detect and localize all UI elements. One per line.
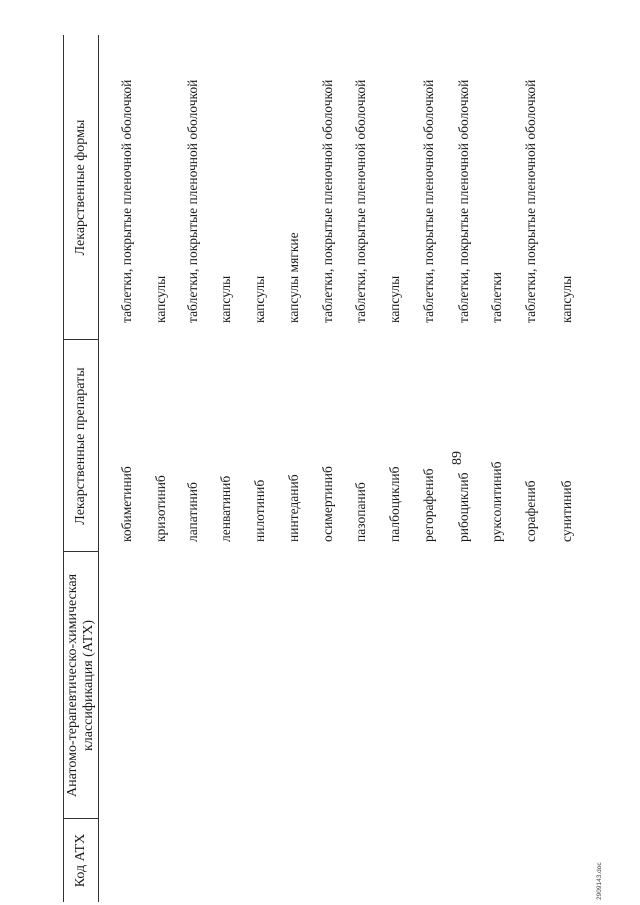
header-classification-line2: классификация (АТХ) [81,619,96,752]
dosage-form: таблетки, покрытые пленочной оболочкой [320,79,335,323]
dosage-form: таблетки, покрытые пленочной оболочкой [353,79,368,323]
table-top-border [63,35,64,902]
drug-name: сунитиниб [559,480,574,542]
drug-name: лапатиниб [185,482,200,542]
drug-name: рибоциклиб [456,472,471,542]
page-number: 89 [450,451,465,465]
drug-name: ленватиниб [218,475,233,542]
drug-name: палбоциклиб [387,466,402,542]
drug-name: пазопаниб [353,482,368,542]
dosage-form: капсулы [559,275,574,323]
drug-name: руксолитиниб [489,461,504,542]
header-classification-line1: Анатомо-терапевтическо-химическая [65,573,80,798]
header-drugs: Лекарственные препараты [73,367,88,525]
dosage-form: таблетки [489,271,504,323]
header-code: Код АТХ [73,833,88,888]
drug-name: регорафениб [421,468,436,542]
dosage-form: капсулы [153,275,168,323]
drug-name: нилотиниб [252,479,267,542]
header-bottom-border [98,35,99,902]
drug-name: нинтеданиб [286,474,301,542]
dosage-form: капсулы [218,275,233,323]
dosage-form: таблетки, покрытые пленочной оболочкой [119,79,134,323]
dosage-form: таблетки, покрытые пленочной оболочкой [421,79,436,323]
drug-name: кобиметиниб [119,466,134,542]
drug-name: осимертиниб [320,466,335,542]
dosage-form: капсулы мягкие [286,232,301,323]
dosage-form: таблетки, покрытые пленочной оболочкой [185,79,200,323]
dosage-form: капсулы [252,275,267,323]
dosage-form: таблетки, покрытые пленочной оболочкой [456,79,471,323]
drug-name: сорафениб [523,480,538,542]
header-forms: Лекарственные формы [73,119,88,256]
drug-name: кризотиниб [153,475,168,542]
dosage-form: капсулы [387,275,402,323]
footer-filename: 2909143.doc [596,862,603,900]
dosage-form: таблетки, покрытые пленочной оболочкой [523,79,538,323]
